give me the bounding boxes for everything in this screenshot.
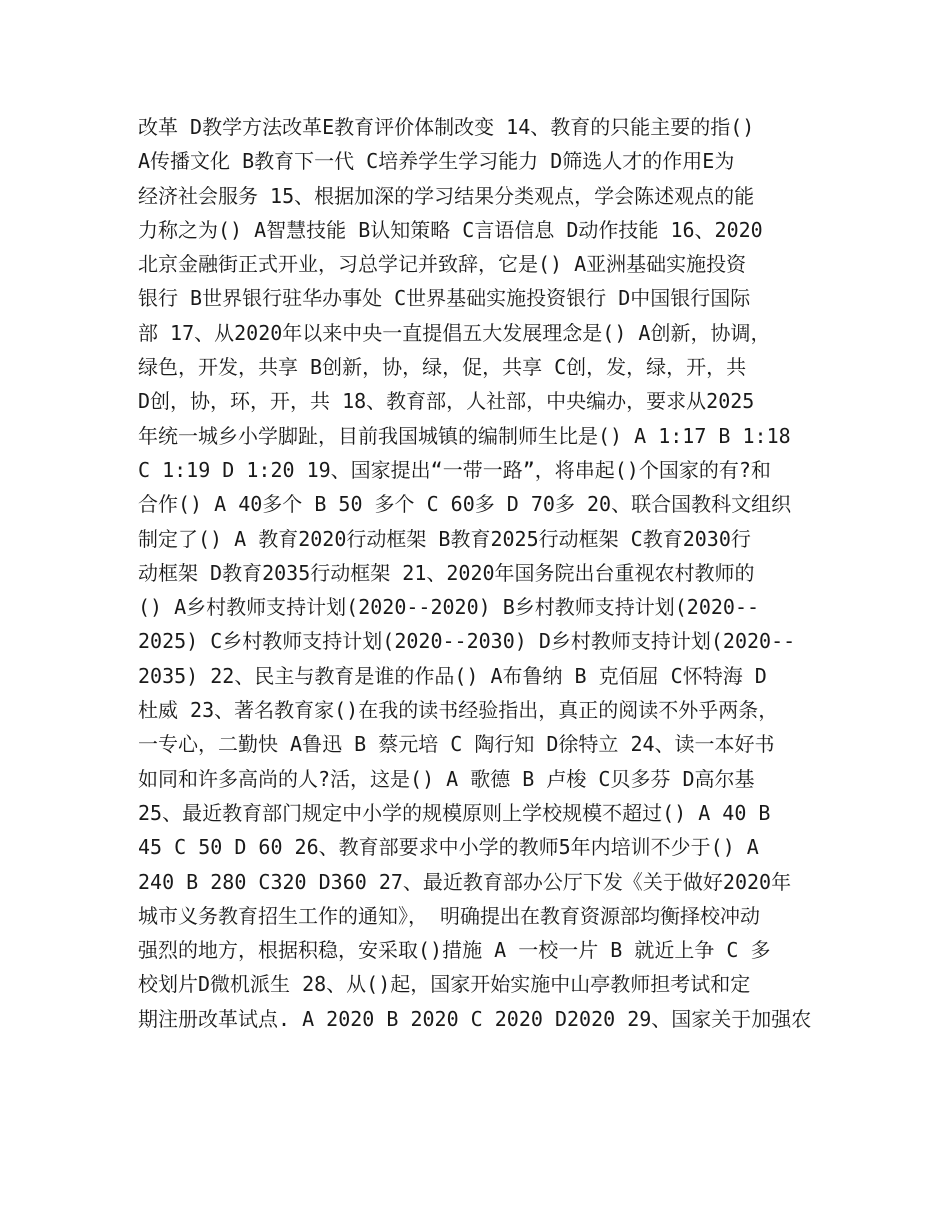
text-line: 经济社会服务 15、根据加深的学习结果分类观点，学会陈述观点的能 — [138, 183, 755, 208]
text-line: 2035) 22、民主与教育是谁的作品() A布鲁纳 B 克佰屈 C怀特海 D — [138, 663, 767, 688]
text-line: 城市义务教育招生工作的通知》， 明确提出在教育资源部均衡择校冲动 — [138, 903, 761, 928]
text-line: 改革 D教学方法改革E教育评价体制改变 14、教育的只能主要的指() — [138, 115, 755, 139]
text-line: 部 17、从2020年以来中央一直提倡五大发展理念是() A创新，协调， — [138, 320, 771, 345]
text-line: C 1:19 D 1:20 19、国家提出“一带一路”，将串起()个国家的有?和 — [138, 457, 771, 482]
text-line: D创，协，环，开，共 18、教育部，人社部，中央编办，要求从2025 — [138, 389, 755, 414]
text-line: 银行 B世界银行驻华办事处 C世界基础实施投资银行 D中国银行国际 — [138, 286, 751, 311]
document-body — [138, 110, 828, 1036]
text-line: 年统一城乡小学脚趾，目前我国城镇的编制师生比是() A 1:17 B 1:18 — [138, 423, 791, 448]
text-line: 动框架 D教育2035行动框架 21、2020年国务院出台重视农村教师的 — [138, 560, 755, 585]
text-line: 杜威 23、著名教育家()在我的读书经验指出，真正的阅读不外乎两条， — [138, 698, 779, 723]
text-line: 一专心，二勤快 A鲁迅 B 蔡元培 C 陶行知 D徐特立 24、读一本好书 — [138, 732, 775, 757]
text-line: 北京金融街正式开业，习总学记并致辞，它是() A亚洲基础实施投资 — [138, 252, 747, 277]
text-line: 强烈的地方，根据积稳，安采取()措施 A 一校一片 B 就近上争 C 多 — [138, 938, 771, 963]
text-line: 240 B 280 C320 D360 27、最近教育部办公厅下发《关于做好2020年 — [138, 869, 792, 894]
text-line: 如同和许多高尚的人?活，这是() A 歌德 B 卢梭 C贝多芬 D高尔基 — [138, 766, 755, 791]
text-line: 期注册改革试点. A 2020 B 2020 C 2020 D2020 29、国家关于加强农 — [138, 1006, 812, 1031]
text-line: 25、最近教育部门规定中小学的规模原则上学校规模不超过() A 40 B — [138, 800, 771, 825]
text-line: 力称之为() A智慧技能 B认知策略 C言语信息 D动作技能 16、2020 — [138, 217, 763, 242]
text-line: 合作() A 40多个 B 50 多个 C 60多 D 70多 20、联合国教科文组织 — [138, 492, 792, 517]
text-line: 绿色，开发，共享 B创新，协，绿，促，共享 C创，发，绿，开，共 — [138, 355, 747, 380]
text-line: A传播文化 B教育下一代 C培养学生学习能力 D筛选人才的作用E为 — [138, 149, 735, 174]
text-line: 45 C 50 D 60 26、教育部要求中小学的教师5年内培训不少于() A — [138, 835, 759, 860]
text-line: 制定了() A 教育2020行动框架 B教育2025行动框架 C教育2030行 — [138, 526, 751, 551]
text-line: 校划片D微机派生 28、从()起，国家开始实施中山亭教师担考试和定 — [138, 972, 751, 997]
text-line: () A乡村教师支持计划(2020--2020) B乡村教师支持计划(2020-- — [138, 595, 760, 620]
text-line: 2025) C乡村教师支持计划(2020--2030) D乡村教师支持计划(2020-- — [138, 629, 796, 654]
